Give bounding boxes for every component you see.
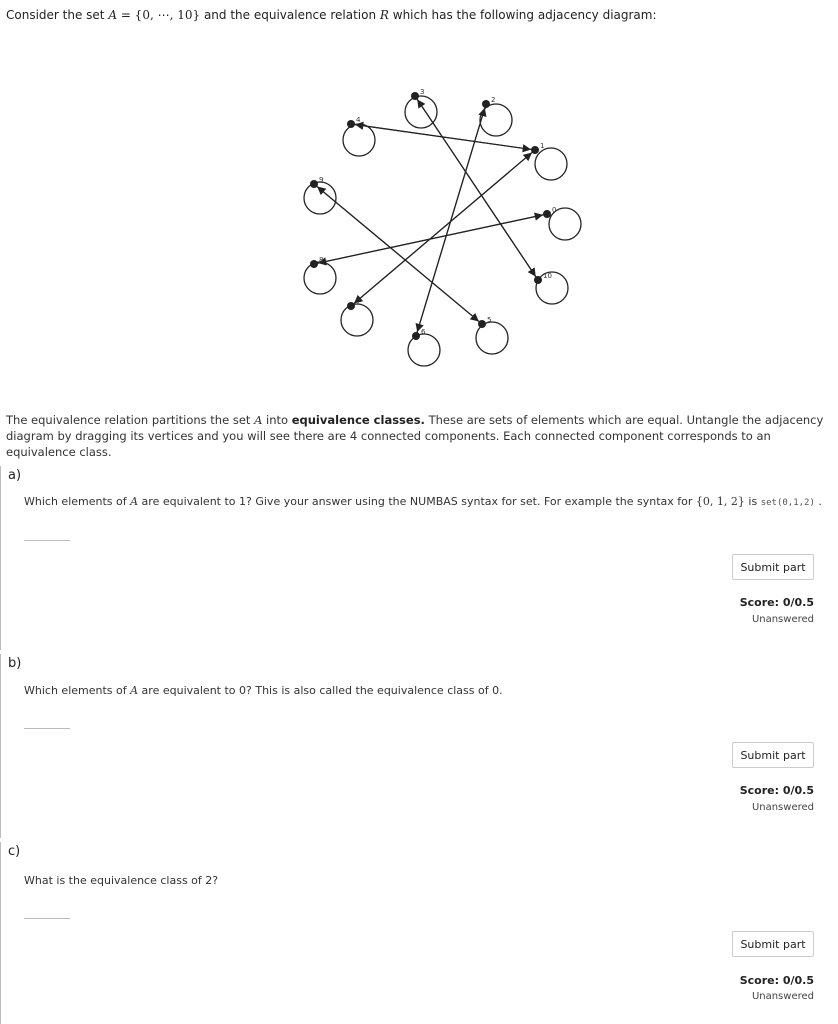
prompt-text: What is the equivalence class of 2?: [24, 874, 219, 887]
prompt-text: Which elements of: [24, 495, 131, 508]
vertex-2[interactable]: [482, 100, 490, 108]
prompt-text: Which elements of: [24, 684, 131, 697]
explanation-paragraph: [6, 412, 834, 460]
vertex-label-0: 0: [552, 206, 557, 214]
intro-text: [6, 8, 657, 22]
part-c: [0, 842, 838, 1024]
para-variable: A: [254, 413, 263, 427]
edge-6-2: [417, 108, 485, 333]
vertex-6[interactable]: [412, 332, 420, 340]
para-part-2: into: [262, 413, 292, 427]
prompt-text: is: [744, 495, 761, 508]
self-loop-6: [408, 334, 440, 366]
intro-suffix: which has the following adjacency diagram:: [388, 8, 657, 22]
score-text: Score: 0/0.5: [739, 784, 814, 797]
self-loop-7: [341, 304, 373, 336]
answer-input[interactable]: [24, 904, 70, 919]
intro-prefix: Consider the set: [6, 8, 109, 22]
adjacency-diagram: [290, 80, 610, 380]
part-divider: [0, 654, 1, 838]
edge-1-7: [354, 152, 533, 303]
vertex-label-5: 5: [487, 316, 492, 324]
vertex-label-9: 9: [319, 176, 324, 184]
vertex-3[interactable]: [411, 92, 419, 100]
part-divider: [0, 466, 1, 650]
part-prompt: [24, 874, 218, 887]
vertex-label-4: 4: [356, 116, 361, 124]
self-loop-10: [536, 272, 568, 304]
vertex-label-3: 3: [420, 88, 425, 96]
vertex-label-8: 8: [319, 256, 324, 264]
part-prompt: [24, 684, 503, 697]
part-label: a): [8, 468, 22, 483]
para-part-1: The equivalence relation partitions the set: [6, 413, 255, 427]
self-loop-3: [405, 96, 437, 128]
part-a: [0, 466, 838, 650]
vertex-0[interactable]: [543, 210, 551, 218]
submit-part-button[interactable]: Submit part: [732, 931, 814, 957]
answer-input[interactable]: [24, 526, 70, 541]
intro-middle: and the equivalence relation: [200, 8, 380, 22]
vertex-5[interactable]: [478, 320, 486, 328]
vertex-label-6: 6: [421, 328, 426, 336]
prompt-text: .: [814, 495, 822, 508]
vertex-4[interactable]: [347, 120, 355, 128]
status-text: Unanswered: [751, 802, 814, 813]
answer-input[interactable]: [24, 714, 70, 729]
set-variable: A: [108, 8, 117, 22]
relation-variable: R: [379, 8, 389, 22]
prompt-text: are equivalent to 0? This is also called the equivalence class of 0.: [138, 684, 503, 697]
set-definition: = {0, ⋯, 10}: [117, 8, 201, 22]
vertex-10[interactable]: [534, 276, 542, 284]
part-prompt: [24, 495, 822, 508]
vertex-label-1: 1: [540, 142, 545, 150]
example-set: {0, 1, 2}: [695, 495, 745, 508]
edge-10-3: [417, 99, 536, 277]
submit-part-button[interactable]: Submit part: [732, 554, 814, 580]
prompt-variable: A: [130, 684, 139, 697]
vertex-label-7: 7: [356, 298, 361, 306]
part-divider: [0, 842, 1, 1024]
score-text: Score: 0/0.5: [739, 596, 814, 609]
score-text: Score: 0/0.5: [739, 974, 814, 987]
vertex-7[interactable]: [347, 302, 355, 310]
status-text: Unanswered: [751, 614, 814, 625]
para-bold-term: equivalence classes.: [291, 413, 425, 427]
self-loop-8: [304, 262, 336, 294]
vertex-1[interactable]: [531, 146, 539, 154]
status-text: Unanswered: [751, 991, 814, 1002]
prompt-variable: A: [130, 495, 139, 508]
part-label: b): [8, 656, 22, 671]
self-loop-4: [343, 124, 375, 156]
vertex-9[interactable]: [310, 180, 318, 188]
vertex-label-2: 2: [491, 96, 496, 104]
prompt-text: are equivalent to 1? Give your answer using the NUMBAS syntax for set. For example the syntax for: [138, 495, 696, 508]
example-code: set(0,1,2): [760, 498, 815, 508]
part-b: [0, 654, 838, 838]
para-part-3: These are sets of elements which are equal. Untangle the adjacency diagram by dragging its vertices and you will see there are 4 connected components. Each connected component corresponds to an equivalence class.: [6, 413, 824, 459]
self-loop-1: [535, 148, 567, 180]
vertex-8[interactable]: [310, 260, 318, 268]
part-label: c): [8, 844, 21, 859]
submit-part-button[interactable]: Submit part: [732, 742, 814, 768]
vertex-label-10: 10: [543, 272, 552, 280]
